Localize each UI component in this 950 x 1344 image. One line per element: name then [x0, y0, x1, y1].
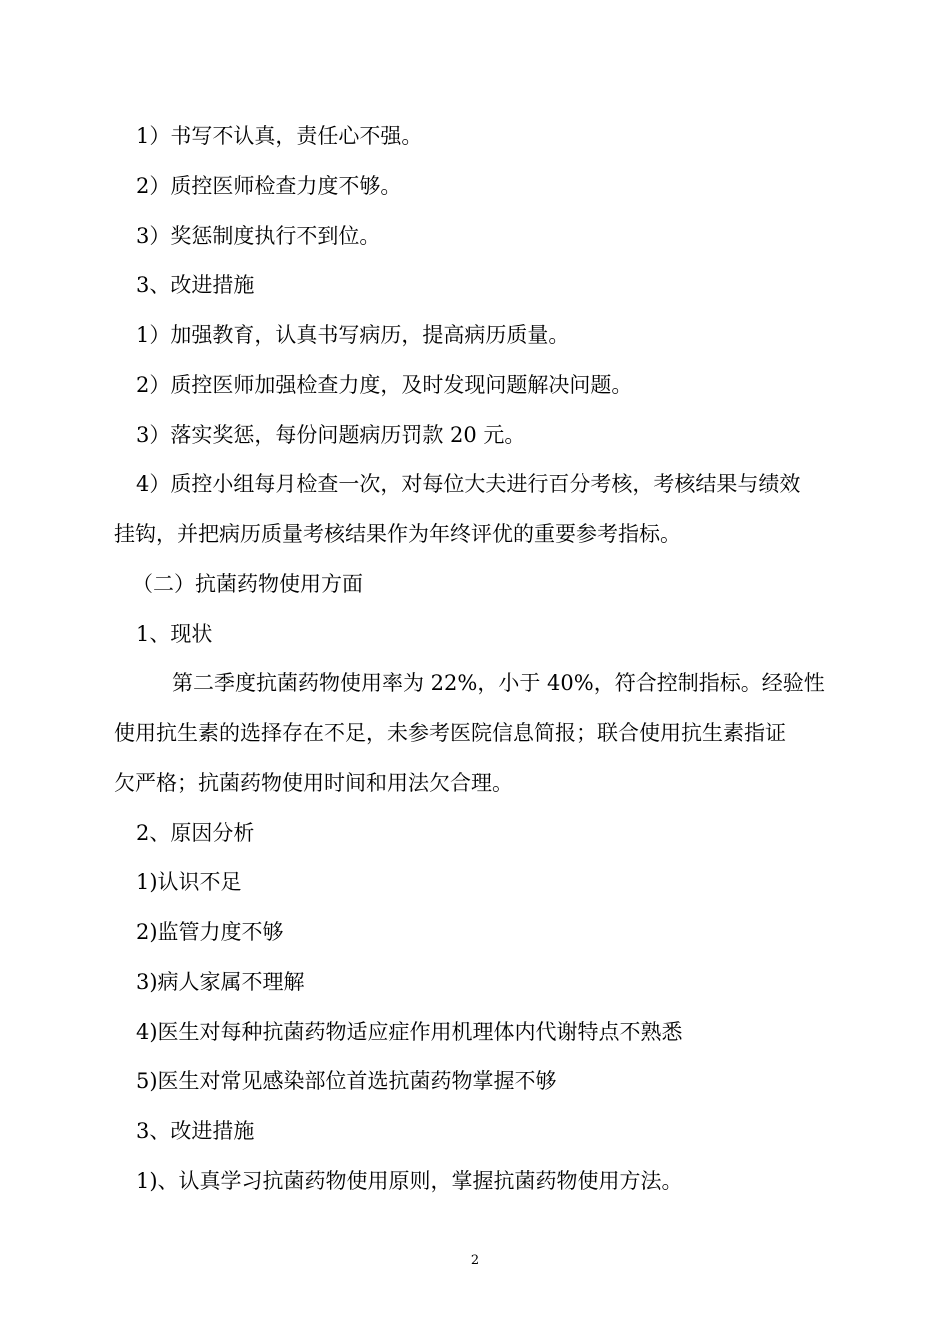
- text-line-3: 3）奖惩制度执行不到位。: [136, 224, 381, 248]
- section-heading-improvement-2: 3、改进措施: [136, 1119, 255, 1143]
- text-line-7: 3）落实奖惩，每份问题病历罚款 20 元。: [136, 423, 526, 447]
- section-heading-improvement-1: 3、改进措施: [136, 273, 255, 297]
- page-number: 2: [470, 1253, 480, 1268]
- text-line-5: 1）加强教育，认真书写病历，提高病历质量。: [136, 323, 570, 347]
- text-line-16: 1)认识不足: [136, 870, 242, 894]
- text-line-18: 3)病人家属不理解: [136, 970, 305, 994]
- text-line-8: 4）质控小组每月检查一次，对每位大夫进行百分考核，考核结果与绩效: [136, 472, 801, 496]
- text-line-2: 2）质控医师检查力度不够。: [136, 174, 402, 198]
- text-line-6: 2）质控医师加强检查力度，及时发现问题解决问题。: [136, 373, 633, 397]
- text-line-22: 1)、认真学习抗菌药物使用原则，掌握抗菌药物使用方法。: [136, 1169, 683, 1193]
- text-line-14: 欠严格；抗菌药物使用时间和用法欠合理。: [114, 771, 513, 795]
- subsection-heading-status: 1、现状: [136, 622, 213, 646]
- text-line-19: 4)医生对每种抗菌药物适应症作用机理体内代谢特点不熟悉: [136, 1020, 683, 1044]
- text-line-20: 5)医生对常见感染部位首选抗菌药物掌握不够: [136, 1069, 557, 1093]
- subsection-heading-cause-analysis: 2、原因分析: [136, 821, 255, 845]
- text-line-1: 1）书写不认真，责任心不强。: [136, 124, 423, 148]
- text-line-17: 2)监管力度不够: [136, 920, 284, 944]
- text-line-13: 使用抗生素的选择存在不足，未参考医院信息简报；联合使用抗生素指证: [114, 721, 786, 745]
- text-line-9: 挂钩，并把病历质量考核结果作为年终评优的重要参考指标。: [114, 522, 681, 546]
- text-line-12: 第二季度抗菌药物使用率为 22%，小于 40%，符合控制指标。经验性: [172, 671, 825, 695]
- section-heading-antibiotics: （二）抗菌药物使用方面: [132, 572, 363, 596]
